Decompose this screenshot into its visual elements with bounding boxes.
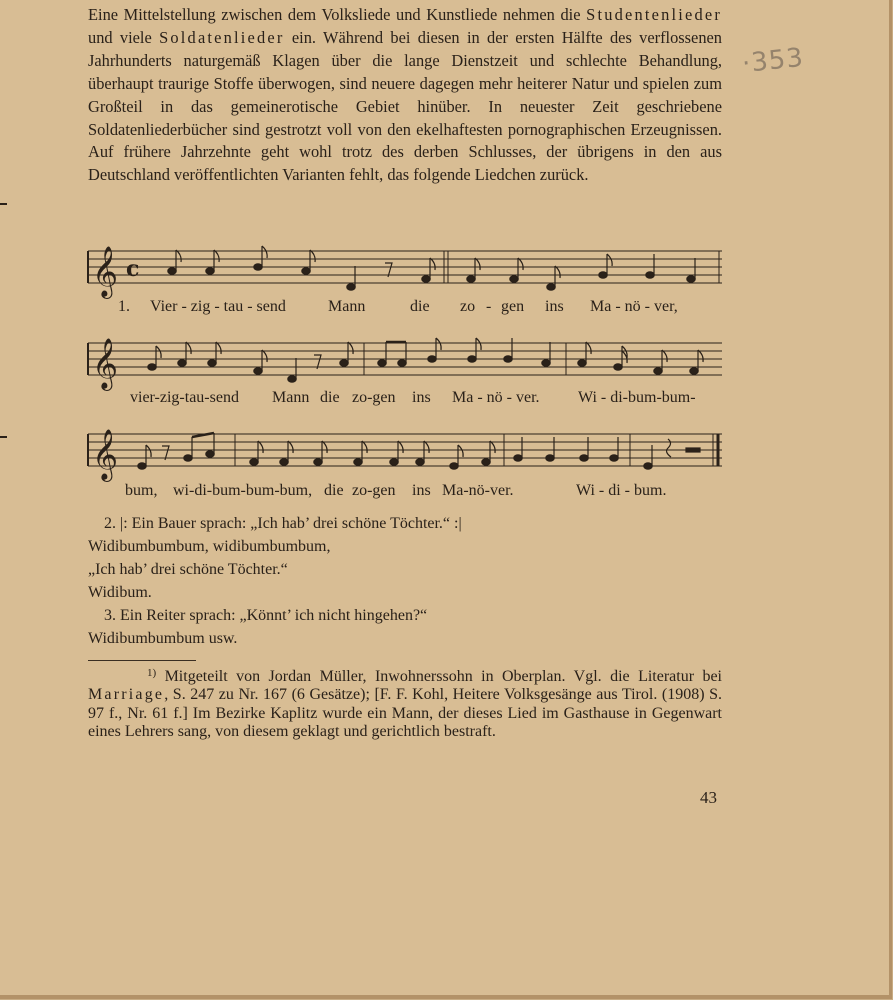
paragraph-text-2: und viele <box>88 27 160 47</box>
music-staff-3 <box>88 425 722 485</box>
footnote-text-1: Mitgeteilt von Jordan Müller, Inwohnerssohn in Oberplan. Vgl. die Literatur bei <box>156 668 723 685</box>
verse-2-line-2: Widibumbumbum, widibumbumbum, <box>88 538 331 555</box>
music-staff-2 <box>88 334 722 394</box>
term-studentenlieder: Studentenlieder <box>586 5 722 24</box>
lyric-line-2-g: Wi - di-bum-bum- <box>578 389 696 406</box>
verse-2-line-1: 2. |: Ein Bauer sprach: „Ich hab’ drei schöne Töchter.“ :| <box>104 515 462 532</box>
footnote-text-2: , S. 247 zu Nr. 167 (6 Gesätze); [F. F. Kohl, Heitere Volksgesänge aus Tirol. (1908) S. 97 f., Nr. 61 f.] Im Bezirke Kaplitz wurde ein Mann, der dieses Lied im Gasthause in Gegenwart eines Lehrers sang, von diesem geklagt und gerichtlich bestraft. <box>88 686 722 740</box>
lyric-line-3-c: die <box>324 482 344 499</box>
lyric-line-2-c: die <box>320 389 340 406</box>
lyric-line-2-d: zo-gen <box>352 389 396 406</box>
footnote <box>88 664 722 741</box>
lyric-line-2-a: vier-zig-tau-send <box>130 389 239 406</box>
footnote-rule <box>88 660 196 661</box>
lyric-line-1-h: Ma - nö - ver, <box>590 298 678 315</box>
music-staff-1 <box>88 242 722 302</box>
lyric-line-1-g: ins <box>545 298 564 315</box>
edge-mark-1 <box>0 203 7 205</box>
lyric-line-2-e: ins <box>412 389 431 406</box>
lyric-line-1-a: Vier - zig - tau - send <box>150 298 286 315</box>
treble-clef-icon: 𝄞 <box>92 246 119 297</box>
footnote-name: Marriage <box>88 686 165 704</box>
intro-paragraph <box>88 4 722 187</box>
pencil-annotation: ·353 <box>740 42 806 80</box>
footnote-marker: 1) <box>146 667 157 679</box>
lyric-line-3-e: ins <box>412 482 431 499</box>
verse-3-line-1: 3. Ein Reiter sprach: „Könnt’ ich nicht hingehen?“ <box>104 607 428 624</box>
verse-2-line-4: Widibum. <box>88 584 152 601</box>
treble-clef-icon: 𝄞 <box>92 338 119 389</box>
lyric-line-3-d: zo-gen <box>352 482 396 499</box>
lyric-line-1-b: Mann <box>328 298 366 315</box>
lyric-line-2-b: Mann <box>272 389 310 406</box>
notes-group-2 <box>148 338 703 382</box>
lyric-line-3-g: Wi - di - bum. <box>576 482 667 499</box>
page-number: 43 <box>700 788 717 807</box>
edge-mark-2 <box>0 436 7 438</box>
lyric-line-3-b: wi-di-bum-bum-bum, <box>173 482 313 499</box>
term-soldatenlieder: Soldatenlieder <box>159 27 285 47</box>
notes-group-3 <box>138 433 700 469</box>
lyric-line-3-a: bum, <box>125 482 158 499</box>
paragraph-text-3: ein. Während bei diesen in der ersten Hälfte des verflossenen Jahrhunderts naturgemäß Klagen über die lange Dienstzeit und schlechte Behandlung, überhaupt traurige Stoffe überwogen, sind neuere dagegen mehr heiterer Natur und spielen zum Großteil in das gemeinerotische Gebiet hinüber. In neuester Zeit geschriebene Soldatenliederbücher sind gestrotzt voll von den ekelhaftesten pornographischen Erzeugnissen. Auf frühere Jahrzehnte geht wohl trotz des derben Schlusses, der übrigens in den aus Deutschland veröffentlichten Varianten fehlt, das folgende Liedchen zurück. <box>88 27 722 185</box>
paragraph-text-1: Eine Mittelstellung zwischen dem Volksliede und Kunstliede nehmen die <box>88 5 587 24</box>
lyric-line-1-f: gen <box>501 298 525 315</box>
lyric-line-1-c: die <box>410 298 430 315</box>
lyric-verse-number: 1. <box>118 298 130 315</box>
treble-clef-icon: 𝄞 <box>92 429 119 480</box>
verse-2-line-3: „Ich hab’ drei schöne Töchter.“ <box>88 561 288 578</box>
lyric-line-1-d: zo <box>460 298 476 315</box>
lyric-line-2-f: Ma - nö - ver. <box>452 389 540 406</box>
lyric-line-3-f: Ma-nö-ver. <box>442 482 514 499</box>
lyric-line-1-e: - <box>486 298 492 315</box>
time-signature: c <box>126 256 140 282</box>
notes-group-1 <box>168 246 695 290</box>
verse-3-line-2: Widibumbumbum usw. <box>88 630 238 647</box>
